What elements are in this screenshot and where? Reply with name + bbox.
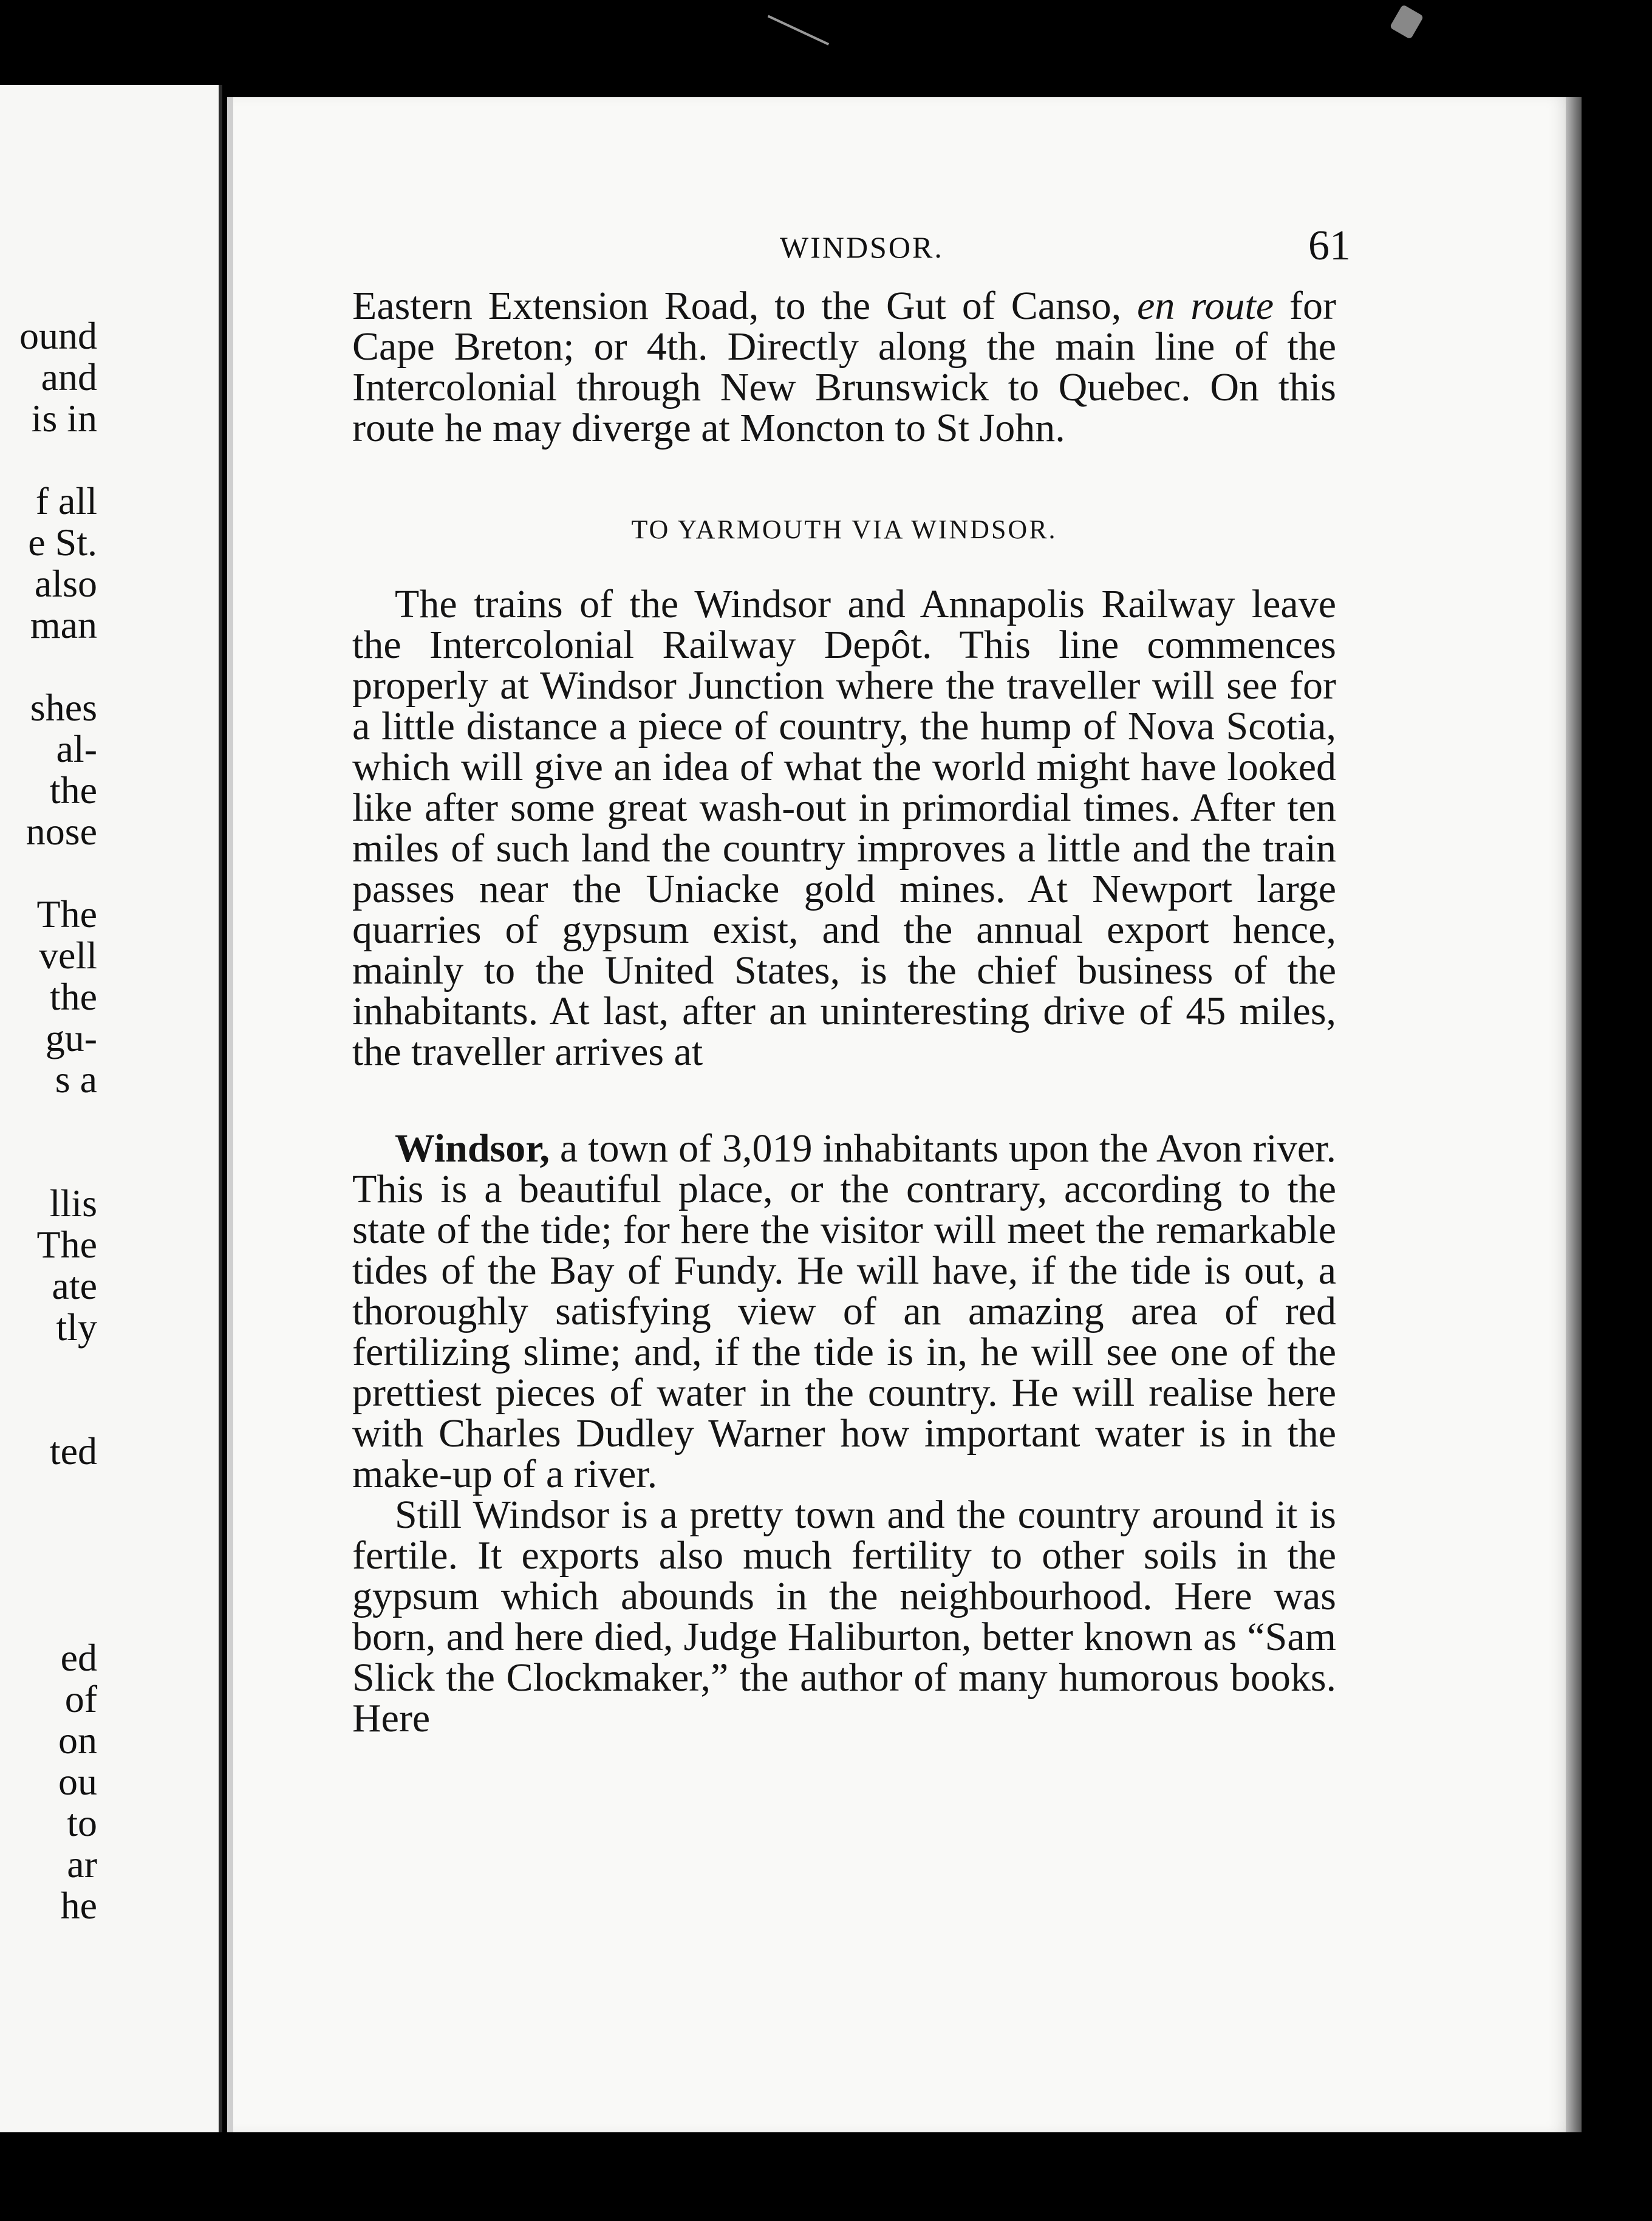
left-page-fragment: ou xyxy=(58,1760,97,1803)
paragraph-haliburton: Still Windsor is a pretty town and the country around it is fertile. It exports also much fertility to other soils in the gypsum which abounds in the neighbourhood. Here was born, and here died, Judge Haliburton, better known as “Sam Slick the Clockmaker,” the author of many humorous books. Here xyxy=(352,1493,1336,1740)
italic-phrase: en route xyxy=(1137,284,1274,328)
section-heading: TO YARMOUTH VIA WINDSOR. xyxy=(631,515,1057,544)
left-facing-page xyxy=(0,85,222,2132)
left-page-fragment: is in xyxy=(31,397,97,440)
left-page-fragment: the xyxy=(49,768,97,812)
scan-mark xyxy=(768,0,842,46)
left-page-fragment: vell xyxy=(39,934,97,977)
scan-speck xyxy=(1390,4,1424,39)
left-page-fragment: ound xyxy=(19,314,97,357)
left-page-fragment: f all xyxy=(35,479,97,522)
left-page-fragment: al- xyxy=(56,727,97,770)
left-page-fragment: The xyxy=(36,892,97,936)
left-page-fragment: the xyxy=(49,975,97,1018)
left-page-fragment: e St. xyxy=(28,521,97,564)
paragraph-railway: The trains of the Windsor and Annapolis Railway leave the Intercolonial Railway Depôt. This line commences properly at Windsor Junction where the traveller will see for a little distance a piece of country, the hump of Nova Scotia, which will give an idea of what the world might have looked like after some great wash-out in primordial times. After ten miles of such land the country improves a little and the train passes near the Uniacke gold mines. At Newport large quarries of gypsum exist, and the annual export hence, mainly to the United States, is the chief business of the inhabitants. At last, after an uninteresting drive of 45 miles, the traveller arrives at xyxy=(352,582,1336,1074)
page-spine-shadow xyxy=(1566,97,1582,2132)
left-page-fragment: ar xyxy=(67,1843,97,1886)
left-page-fragment: man xyxy=(30,603,97,646)
left-page-fragment: on xyxy=(58,1719,97,1762)
paragraph-windsor-text: a town of 3,019 inhabitants upon the Avon river. This is a beautiful place, or the contrary, according to the state of the tide; for here the visitor will meet the remarkable tides of the Bay of Fundy. He will have, if the tide is out, a thoroughly satisfying view of an amazing area of red fertilizing slime; and, if the tide is in, he will see one of the prettiest pieces of water in the country. He will realise here with Charles Dudley Warner how important water is in the make-up of a river. xyxy=(352,1126,1336,1496)
left-page-fragment: s a xyxy=(55,1058,97,1101)
body-text xyxy=(352,286,1336,1739)
left-page-fragment: llis xyxy=(49,1182,97,1225)
left-page-fragment: he xyxy=(60,1884,97,1927)
book-page xyxy=(227,97,1582,2132)
left-page-fragment: ted xyxy=(49,1429,97,1473)
left-page-fragment: and xyxy=(41,355,97,399)
left-page-fragment: also xyxy=(34,562,97,605)
continuation-text-start: Eastern Extension Road, to the Gut of Canso, xyxy=(352,284,1138,328)
left-page-fragment: to xyxy=(67,1801,97,1844)
left-page-fragment: gu- xyxy=(45,1016,97,1059)
left-page-fragment: The xyxy=(36,1223,97,1266)
continuation-text-end: for Cape Breton; or 4th. Directly along the main line of the Intercolonial through New Brunswick to Quebec. On this route he may diverge at Moncton to St John. xyxy=(352,284,1336,450)
running-head: WINDSOR. xyxy=(780,230,944,264)
left-page-fragment: nose xyxy=(26,810,97,853)
page-number: 61 xyxy=(1308,222,1351,269)
left-page-fragment: of xyxy=(64,1677,97,1720)
paragraph-windsor xyxy=(352,1128,1336,1494)
left-page-fragment: ate xyxy=(52,1264,97,1307)
left-page-fragment: ed xyxy=(60,1636,97,1679)
continuation-paragraph xyxy=(352,286,1336,448)
windsor-bold-term: Windsor, xyxy=(395,1126,550,1171)
left-page-fragment: tly xyxy=(56,1306,97,1349)
left-page-fragment: shes xyxy=(30,686,97,729)
